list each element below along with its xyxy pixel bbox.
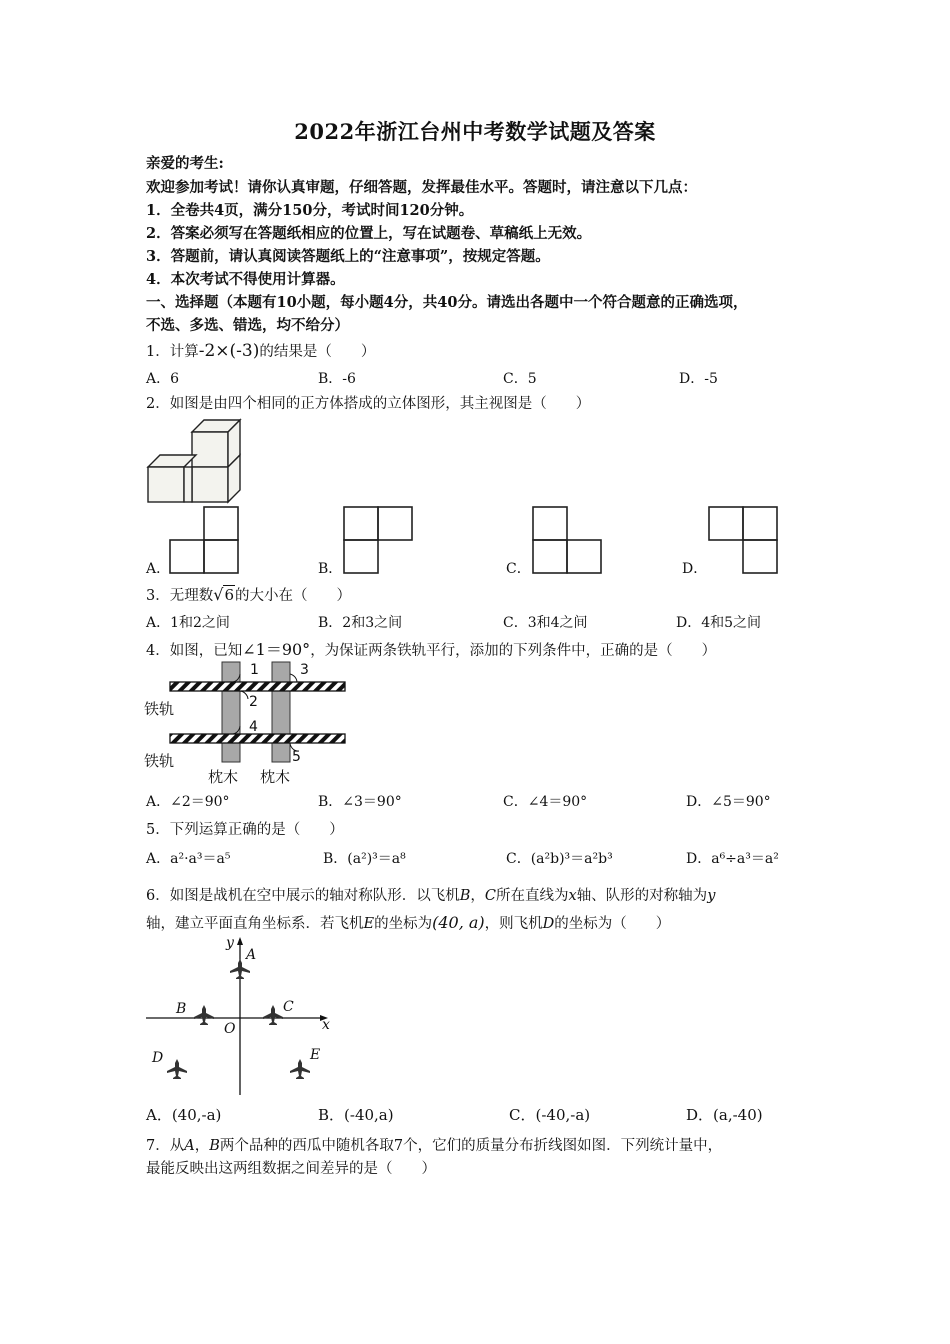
q1-option-b[interactable]: B．-6 [318,371,356,387]
fig-c-label: C [283,999,294,1015]
q4-given: ∠1＝90° [242,640,311,659]
q6-line2-a: 轴，建立平面直角坐标系．若飞机 [146,916,364,932]
fig-d-label: D [152,1050,164,1066]
fig-o-label: O [224,1021,236,1037]
rail-label-2: 铁轨 [144,752,175,770]
fig-b-label: B [176,1001,187,1017]
q6-D: D [542,916,555,932]
q5-option-a[interactable]: A．a²·a³＝a⁵ [146,851,231,867]
q1-expression: -2×(-3) [198,341,260,361]
sqrt-symbol: √ [213,585,224,604]
q3-option-a[interactable]: A．1和2之间 [146,615,230,631]
q6-option-b[interactable]: B．(-40,a) [318,1106,394,1124]
q2-option-a[interactable]: A． [146,561,171,577]
q6-line1-b: 所在直线为 [496,888,569,904]
q7-line1-a: 7．从 [146,1138,185,1154]
note-3: 3．答题前，请认真阅读答题纸上的“注意事项”，按规定答题。 [146,248,550,265]
q6-E: E [363,916,375,932]
q2-cube-figure [140,412,250,504]
q6-sep: ， [470,888,485,904]
question-7-line2: 最能反映出这两组数据之间差异的是（ ） [146,1161,436,1177]
q7-sep: ， [194,1138,210,1154]
q6-line2-b: 的坐标为 [374,916,433,932]
welcome-text: 欢迎参加考试！请你认真审题，仔细答题，发挥最佳水平。答题时，请注意以下几点： [146,179,697,196]
angle-3-arc [290,674,297,682]
q2-option-b-shape [342,505,422,575]
q4-stem-a: 4．如图，已知 [146,643,243,659]
q6-line1-c: 轴、队形的对称轴为 [576,888,708,904]
q1-option-a[interactable]: A．6 [146,371,180,387]
q7-A: A [184,1138,195,1154]
sleeper-right [272,662,290,762]
y-axis-arrow [237,937,243,945]
q3-option-d[interactable]: D．4和5之间 [676,615,762,631]
q7-B: B [209,1138,220,1154]
fig-y-label: y [226,935,234,951]
q2-option-d[interactable]: D． [682,561,708,577]
q4-option-a[interactable]: A．∠2＝90° [146,794,230,810]
plane-d-icon [167,1059,187,1079]
q6-option-c[interactable]: C．(-40,-a) [509,1106,591,1124]
note-1: 1．全卷共4页，满分150分，考试时间120分钟。 [146,202,474,219]
fig-a-label: A [246,947,257,963]
angle-2-arc [240,691,248,699]
fig-e-label: E [310,1047,321,1063]
q3-option-c[interactable]: C．3和4之间 [503,615,588,631]
plane-c-icon [263,1005,283,1025]
q6-coord-e: (40, a) [432,913,485,932]
q1-stem-a: 1．计算 [146,344,199,360]
q5-option-c[interactable]: C．(a²b)³＝a²b³ [506,851,613,867]
q6-option-d[interactable]: D．(a,-40) [686,1106,763,1124]
question-5-stem: 5．下列运算正确的是（ ） [146,822,344,838]
q3-radicand: 6 [224,586,234,604]
plane-b-icon [194,1005,214,1025]
q6-line2-d: 的坐标为（ ） [554,916,671,932]
note-4: 4．本次考试不得使用计算器。 [146,271,345,288]
q4-option-c[interactable]: C．∠4＝90° [503,794,588,810]
fig-label-1: 1 [250,662,259,678]
q6-line1-a: 6．如图是战机在空中展示的轴对称队形．以飞机 [146,888,460,904]
q5-option-d[interactable]: D．a⁶÷a³＝a² [686,851,779,867]
question-6-line1 [146,884,715,905]
q2-option-d-shape [707,505,787,575]
q1-option-d[interactable]: D．-5 [679,371,718,387]
q2-option-b[interactable]: B． [318,561,343,577]
section-heading-line2: 不选、多选、错选，均不给分） [146,317,349,334]
q6-B: B [459,888,471,904]
rail-bottom [170,734,345,743]
question-3-stem [146,584,351,605]
fig-label-5: 5 [292,749,301,765]
q6-option-a[interactable]: A．(40,-a) [146,1106,222,1124]
sleeper-label-1: 枕木 [208,768,239,786]
greeting: 亲爱的考生: [146,155,224,172]
q7-line1-b: 两个品种的西瓜中随机各取7个，它们的质量分布折线图如图．下列统计量中， [219,1138,723,1154]
rail-label-1: 铁轨 [144,700,175,718]
rail-top [170,682,345,691]
q3-stem-b: 的大小在（ ） [234,588,351,604]
q4-option-b[interactable]: B．∠3＝90° [318,794,402,810]
question-2-stem: 2．如图是由四个相同的正方体搭成的立体图形，其主视图是（ ） [146,396,591,412]
q2-option-c-shape [531,505,611,575]
question-7-line1 [146,1134,722,1155]
note-2: 2．答案必须写在答题纸相应的位置上，写在试题卷、草稿纸上无效。 [146,225,592,242]
q6-C: C [484,888,496,904]
question-4-stem [146,637,716,660]
q3-option-b[interactable]: B．2和3之间 [318,615,403,631]
plane-e-icon [290,1059,310,1079]
sleeper-left [222,662,240,762]
section-heading-line1: 一、选择题（本题有10小题，每小题4分，共40分。请选出各题中一个符合题意的正确选项， [146,294,748,311]
q5-option-b[interactable]: B．(a²)³＝a⁸ [323,851,406,867]
q4-option-d[interactable]: D．∠5＝90° [686,794,771,810]
q6-formation-figure [140,935,340,1097]
q4-stem-b: ，为保证两条铁轨平行，添加的下列条件中，正确的是（ ） [310,643,717,659]
fig-x-label: x [322,1017,330,1033]
q3-stem-a: 3．无理数 [146,588,214,604]
q1-option-c[interactable]: C．5 [503,371,537,387]
q4-rail-figure [140,660,350,788]
q6-y: y [707,888,716,904]
page-title: 2022年浙江台州中考数学试题及答案 [294,119,656,144]
q1-stem-b: 的结果是（ ） [259,344,376,360]
question-1-stem [146,340,375,361]
fig-label-4: 4 [249,719,258,735]
q2-option-c[interactable]: C． [506,561,531,577]
fig-label-3: 3 [300,662,309,678]
q6-x: x [568,888,577,904]
question-6-line2 [146,912,670,933]
q2-option-a-shape [168,505,248,575]
q6-line2-c: ，则飞机 [484,916,543,932]
sleeper-label-2: 枕木 [260,768,291,786]
fig-label-2: 2 [249,694,258,710]
